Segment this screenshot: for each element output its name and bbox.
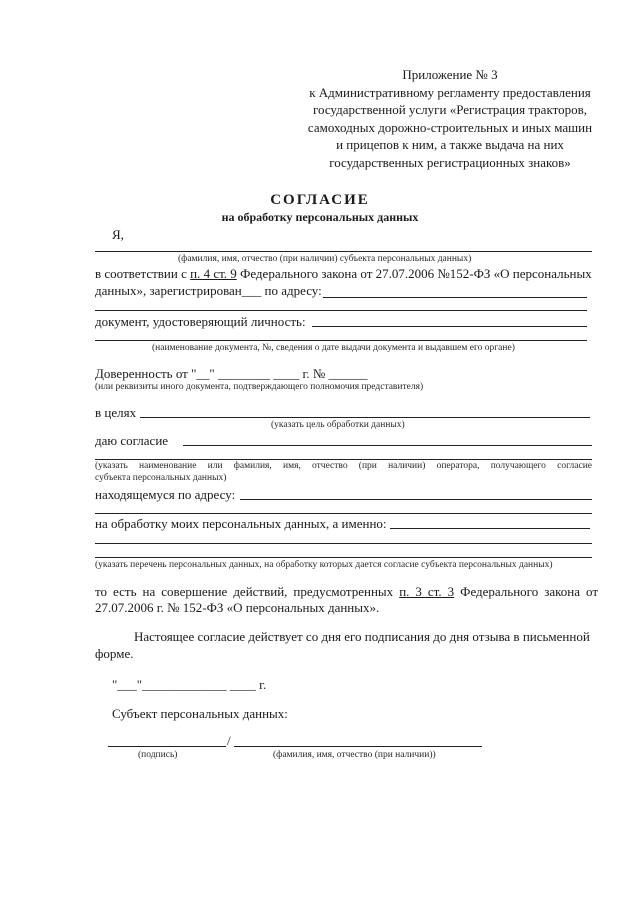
signer-fio-field-line[interactable] — [234, 746, 482, 747]
registration-address-field-line-2[interactable] — [95, 310, 587, 311]
operator-name-field-line-2[interactable] — [95, 459, 592, 460]
validity-text-cont: форме. — [95, 646, 134, 661]
subject-label: Субъект персональных данных: — [112, 706, 288, 721]
operator-name-field-line[interactable] — [183, 445, 592, 446]
subject-fio-hint: (фамилия, имя, отчество (при наличии) субъекта персональных данных) — [178, 254, 472, 264]
actions-pre: то есть на совершение действий, предусмотренных — [95, 584, 394, 599]
id-document-hint: (наименование документа, №, сведения о дате выдачи документа и выдавшем его органе) — [152, 343, 515, 353]
law-post: Федерального закона от 27.07.2006 №152-ФЗ «О персональных — [240, 266, 592, 281]
law-pre: в соответствии с — [95, 266, 187, 281]
signature-field-line[interactable] — [108, 746, 226, 747]
personal-data-list-field-line-2[interactable] — [95, 543, 592, 544]
personal-data-list-field-line-3[interactable] — [95, 557, 592, 558]
annex-line: государственных регистрационных знаков» — [329, 154, 571, 170]
personal-data-list-hint: (указать перечень персональных данных, на обработку которых дается согласие субъекта персональных данных) — [95, 560, 553, 570]
annex-line: государственной услуги «Регистрация тракторов, — [313, 102, 587, 117]
actions-law-line-2: 27.07.2006 г. № 152-ФЗ «О персональных данных». — [95, 600, 380, 615]
operator-address-field-line[interactable] — [240, 499, 592, 500]
signer-fio-hint: (фамилия, имя, отчество (при наличии)) — [273, 750, 436, 760]
annex-line: к Административному регламенту предоставления — [309, 84, 591, 100]
subject-fio-field-line[interactable] — [95, 251, 592, 252]
actions-post: Федерального закона от — [460, 584, 599, 599]
registration-address-label: данных», зарегистрирован___ по адресу: — [95, 283, 322, 298]
id-document-field-line[interactable] — [312, 326, 587, 327]
personal-data-list-label: на обработку моих персональных данных, а именно: — [95, 516, 387, 531]
operator-hint-cont: субъекта персональных данных) — [95, 473, 227, 483]
actions-law-line — [95, 584, 598, 600]
id-document-field-line-2[interactable] — [95, 340, 587, 341]
document-subtitle: на обработку персональных данных — [221, 210, 419, 224]
document-title: СОГЛАСИЕ — [270, 192, 370, 208]
operator-address-field-line-2[interactable] — [95, 513, 592, 514]
annex-line: и прицепов к ним, а также выдача на них — [336, 137, 564, 152]
date-field[interactable]: "___"_____________ ____ г. — [112, 677, 267, 692]
actions-article-link[interactable]: п. 3 ст. 3 — [399, 584, 455, 599]
intro-i-label: Я, — [112, 227, 124, 242]
operator-address-label: находящемуся по адресу: — [95, 487, 236, 502]
registration-address-field-line[interactable] — [323, 297, 587, 298]
personal-data-list-field-line[interactable] — [390, 528, 590, 529]
signature-hint: (подпись) — [138, 750, 178, 760]
consent-label: даю согласие — [95, 433, 169, 448]
signature-separator: / — [227, 733, 231, 748]
id-document-label: документ, удостоверяющий личность: — [95, 314, 306, 329]
law-article-link[interactable]: п. 4 ст. 9 — [190, 266, 237, 281]
purpose-hint: (указать цель обработки данных) — [271, 420, 405, 430]
annex-number: Приложение № 3 — [402, 67, 498, 82]
purpose-label: в целях — [95, 405, 137, 420]
purpose-field-line[interactable] — [140, 417, 590, 418]
validity-text: Настоящее согласие действует со дня его подписания до дня отзыва в письменной — [134, 629, 590, 644]
law-reference-line — [95, 266, 592, 282]
annex-line: самоходных дорожно-строительных и иных машин — [307, 119, 593, 135]
operator-hint: (указать наименование или фамилия, имя, отчество (при наличии) оператора, получающего согласие — [95, 461, 592, 471]
power-of-attorney-hint: (или реквизиты иного документа, подтверждающего полномочия представителя) — [95, 382, 424, 392]
power-of-attorney-line: Доверенность от "__" ________ ____ г. № ______ — [95, 366, 368, 381]
annex-header — [300, 66, 600, 171]
